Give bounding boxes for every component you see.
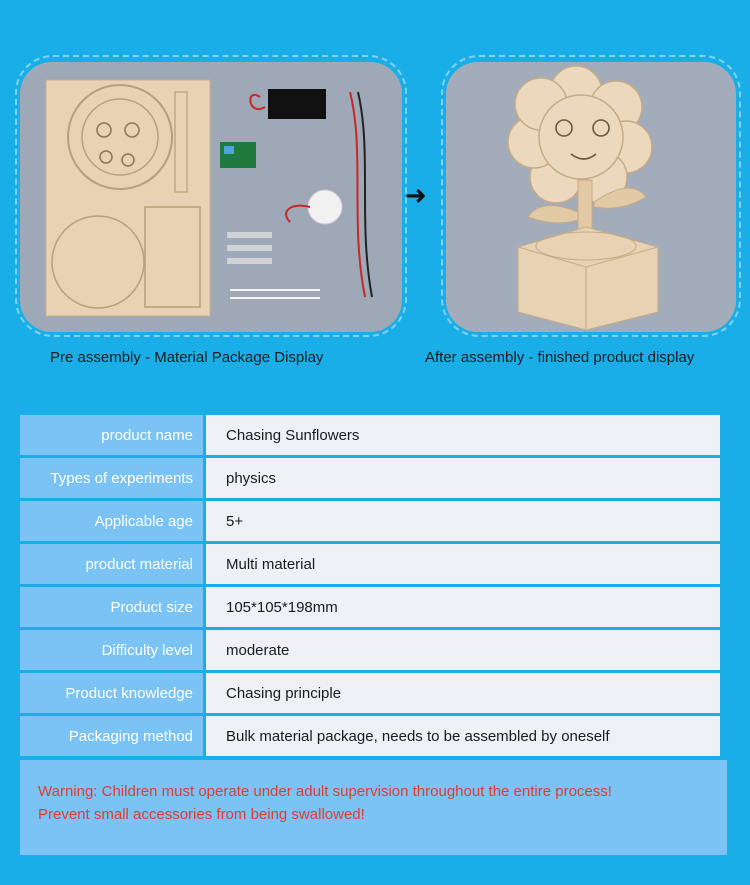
spec-row-packaging — [20, 716, 720, 756]
spec-row-product-name — [20, 415, 720, 455]
caption-before: Pre assembly - Material Package Display — [50, 349, 324, 366]
spec-row-size — [20, 587, 720, 627]
spec-value: physics — [206, 458, 720, 498]
spec-value: Chasing principle — [206, 673, 720, 713]
spec-value: Multi material — [206, 544, 720, 584]
spec-value: Chasing Sunflowers — [206, 415, 720, 455]
arrow-right-icon: ➜ — [405, 180, 427, 210]
spec-label: Types of experiments — [20, 458, 203, 498]
material-package-photo — [20, 62, 402, 332]
warning-box — [20, 760, 727, 855]
spec-label: Product knowledge — [20, 673, 203, 713]
spec-label: Applicable age — [20, 501, 203, 541]
finished-product-photo — [446, 62, 736, 332]
spec-value: moderate — [206, 630, 720, 670]
spec-label: product material — [20, 544, 203, 584]
spec-row-age — [20, 501, 720, 541]
spec-row-knowledge — [20, 673, 720, 713]
spec-value: Bulk material package, needs to be assembled by oneself — [206, 716, 720, 756]
spec-label: Difficulty level — [20, 630, 203, 670]
spec-row-material — [20, 544, 720, 584]
spec-table — [20, 415, 720, 759]
caption-after: After assembly - finished product display — [425, 349, 695, 366]
spec-value: 105*105*198mm — [206, 587, 720, 627]
spec-label: Product size — [20, 587, 203, 627]
finished-product-illustration — [446, 62, 736, 332]
spec-label: product name — [20, 415, 203, 455]
spec-row-experiment-type — [20, 458, 720, 498]
spec-row-difficulty — [20, 630, 720, 670]
spec-label: Packaging method — [20, 716, 203, 756]
spec-value: 5+ — [206, 501, 720, 541]
material-package-illustration — [20, 62, 402, 332]
warning-line-2: Prevent small accessories from being swallowed! — [38, 806, 365, 823]
warning-line-1: Warning: Children must operate under adult supervision throughout the entire process! — [38, 783, 612, 800]
